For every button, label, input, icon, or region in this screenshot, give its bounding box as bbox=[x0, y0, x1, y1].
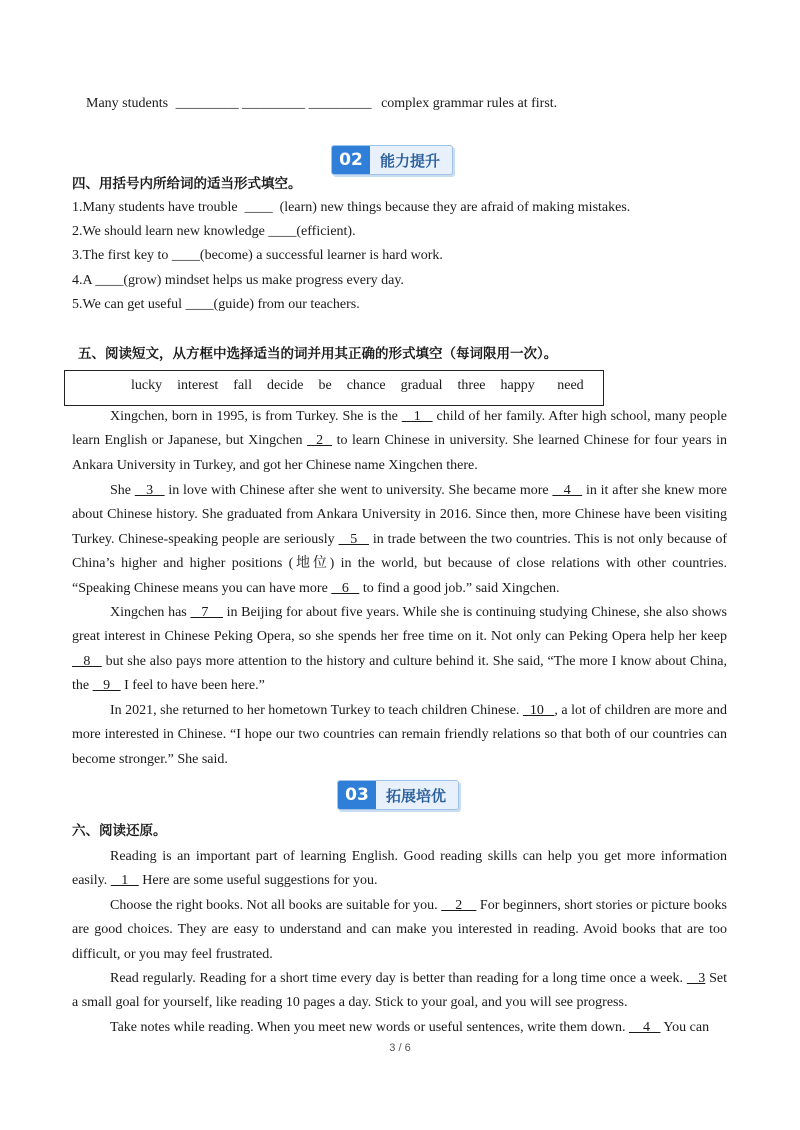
section-title: 拓展培优 bbox=[386, 786, 447, 805]
part4-item-4: 4.A ____(grow) mindset helps us make progress every day. bbox=[72, 273, 404, 288]
passage2-paragraph-1 bbox=[72, 845, 727, 894]
text: in trade between the two countries. This is not only because of China’s higher and higher positions (地位) in the world, but because of close relations with other countries. “Speaking Chinese means you can have more bbox=[72, 531, 727, 596]
word-box-words: lucky interest fall decide be chance gradual three happy need bbox=[131, 378, 584, 393]
text: You can bbox=[660, 1020, 710, 1035]
blank-1[interactable]: 1 bbox=[110, 873, 139, 889]
passage1-paragraph-2 bbox=[72, 479, 727, 601]
text: Choose the right books. Not all books are suitable for you. bbox=[110, 898, 442, 913]
text: in Beijing for about five years. While she is continuing studying Chinese, she also shows great interest in Chinese Peking Opera, so she spends her free time on it. Not only can Peking Opera help her keep bbox=[72, 605, 728, 645]
text: in love with Chinese after she went to university. She became more bbox=[164, 483, 553, 498]
part6-heading: 六、阅读还原。 bbox=[72, 823, 167, 839]
blank-4[interactable]: 4 bbox=[552, 483, 583, 498]
blank-7[interactable]: 7 bbox=[190, 605, 223, 620]
top-line-prefix: Many students bbox=[86, 96, 169, 111]
section-banner-03 bbox=[337, 780, 459, 810]
part5-heading: 五、阅读短文，从方框中选择适当的词并用其正确的形式填空（每词限用一次）。 bbox=[78, 346, 558, 362]
blank-3[interactable]: 3 bbox=[134, 483, 165, 498]
passage1-paragraph-3 bbox=[72, 601, 727, 699]
text: but she also pays more attention to the history and culture behind it. She said, “The more I know about China, the bbox=[72, 653, 727, 694]
top-fill-line bbox=[86, 94, 557, 114]
passage1-paragraph-1 bbox=[72, 405, 727, 478]
blank-8[interactable]: 8 bbox=[72, 653, 102, 669]
blank-2[interactable]: 2 bbox=[307, 433, 333, 449]
part4-item-1: 1.Many students have trouble ____ (learn) new things because they are afraid of making mistakes. bbox=[72, 200, 631, 215]
text: For beginners, short stories or picture books are good choices. They are easy to understand and can make you interested in reading. Avoid books that are too difficult, or you may feel frustrated. bbox=[72, 898, 727, 962]
part4-item-3: 3.The first key to ____(become) a successful learner is hard work. bbox=[72, 248, 443, 263]
blank-10[interactable]: 10 bbox=[522, 703, 555, 718]
text: She bbox=[110, 483, 135, 498]
blank-2[interactable]: 2 bbox=[441, 898, 477, 913]
blank-1[interactable]: 1 bbox=[401, 409, 433, 424]
section-number: 02 bbox=[332, 146, 370, 174]
blank-9[interactable]: 9 bbox=[92, 678, 121, 694]
section-banner-02 bbox=[331, 145, 453, 175]
text: Take notes while reading. When you meet new words or useful sentences, write them down. bbox=[110, 1020, 629, 1035]
blank-4[interactable]: 4 bbox=[628, 1020, 661, 1035]
text: In 2021, she returned to her hometown Turkey to teach children Chinese. bbox=[110, 703, 523, 718]
text: to find a good job.” said Xingchen. bbox=[359, 580, 560, 596]
text: Here are some useful suggestions for you. bbox=[138, 873, 378, 889]
word-box bbox=[64, 370, 604, 406]
section-title: 能力提升 bbox=[380, 151, 441, 170]
part4-item-5: 5.We can get useful ____(guide) from our teachers. bbox=[72, 297, 360, 312]
text: in it after she knew more about Chinese history. She graduated from Ankara University in 2016. Since then, more Chinese have been visiting Turkey. Chinese-speaking people are seriously bbox=[72, 483, 728, 547]
text: , a lot of children are more and more interested in Chinese. “I hope our two countries can remain friendly relations so that both of our countries can become stronger.” She said. bbox=[72, 703, 728, 767]
passage2-paragraph-2 bbox=[72, 894, 727, 967]
blank-6[interactable]: 6 bbox=[331, 580, 360, 596]
top-line-blanks: _________ _________ _________ bbox=[175, 96, 372, 111]
text: Set a small goal for yourself, like reading 10 pages a day. Stick to your goal, and you will see progress. bbox=[72, 971, 728, 1011]
passage1-paragraph-4 bbox=[72, 699, 727, 772]
text: child of her family. After high school, many people learn English or Japanese, but Xingchen bbox=[72, 409, 727, 449]
text: Reading is an important part of learning English. Good reading skills can help you get more information easily. bbox=[72, 849, 727, 889]
section-number: 03 bbox=[338, 781, 376, 809]
page-number: 3 / 6 bbox=[389, 1042, 411, 1054]
part4-heading: 四、用括号内所给词的适当形式填空。 bbox=[72, 176, 302, 192]
text: Read regularly. Reading for a short time every day is better than reading for a long time once a week. bbox=[110, 971, 687, 986]
passage2-paragraph-3 bbox=[72, 967, 727, 1016]
blank-3[interactable]: 3 bbox=[686, 971, 706, 986]
text: I feel to have been here.” bbox=[120, 678, 265, 694]
text: Xingchen, born in 1995, is from Turkey. She is the bbox=[110, 409, 402, 424]
blank-5[interactable]: 5 bbox=[338, 531, 369, 547]
text: Xingchen has bbox=[110, 605, 191, 620]
part4-item-2: 2.We should learn new knowledge ____(efficient). bbox=[72, 224, 356, 239]
passage2-paragraph-4 bbox=[72, 1016, 727, 1040]
top-line-suffix: complex grammar rules at first. bbox=[381, 96, 558, 111]
text: to learn Chinese in university. She learned Chinese for four years in Ankara University in Turkey, and got her Chinese name Xingchen there. bbox=[72, 433, 727, 473]
